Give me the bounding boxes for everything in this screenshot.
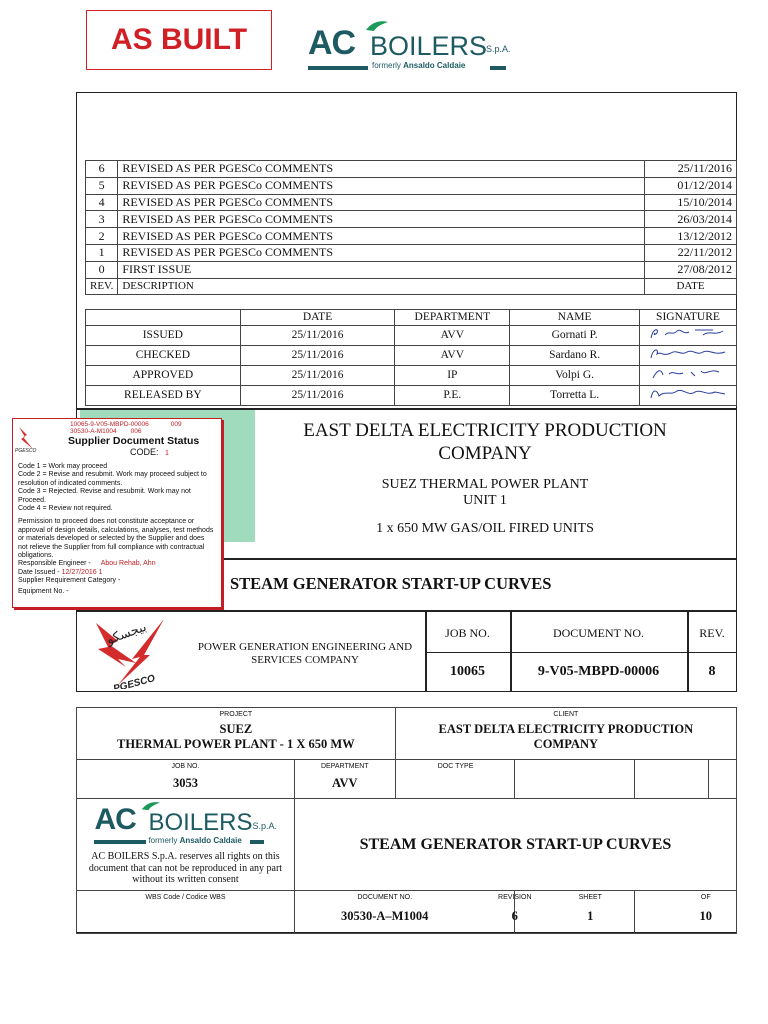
revision-row (86, 228, 737, 245)
signoff-department: IP (395, 366, 510, 386)
signoff-role: CHECKED (86, 346, 241, 366)
revision-header-rev: REV. (86, 278, 118, 295)
document-title: STEAM GENERATOR START-UP CURVES (230, 574, 552, 593)
signoff-department: AVV (395, 326, 510, 346)
revision-header-date: DATE (645, 278, 737, 295)
revision-date: 22/11/2012 (645, 244, 737, 261)
logo-bar-right (250, 840, 264, 844)
ac-boilers-logo (308, 22, 511, 72)
revision-label: REVISION (498, 894, 532, 901)
rev-value: 8 (708, 664, 716, 679)
signoff-row (86, 366, 737, 386)
revision-row (86, 161, 737, 178)
department-value: AVV (332, 776, 358, 790)
document-no-label: DOCUMENT NO. (552, 626, 645, 640)
supplier-ref1: 10065-9-V05-MBPD-00006 009 (70, 421, 182, 428)
signature-image (639, 326, 736, 346)
signoff-date: 25/11/2016 (240, 326, 395, 346)
revision-description: REVISED AS PER PGESCo COMMENTS (118, 228, 645, 245)
wbs-cell (77, 891, 295, 934)
revision-number: 3 (86, 211, 118, 228)
doctype-cell (395, 760, 515, 799)
signoff-department: P.E. (395, 386, 510, 406)
jobno-cell (77, 760, 295, 799)
logo-formerly: formerly Ansaldo Caldaie (372, 61, 466, 70)
client-company-line2: COMPANY (438, 443, 532, 464)
signoff-name: Torretta L. (510, 386, 640, 406)
docno-value: 30530-A–M1004 (340, 909, 429, 923)
plant-line2: UNIT 1 (463, 493, 507, 508)
plant-line1: SUEZ THERMAL POWER PLANT (381, 477, 589, 492)
supplier-code-2: Code 2 = Revise and resubmit. Work may proceed subject to resolution of indicated comments. (18, 471, 207, 487)
revision-number: 5 (86, 177, 118, 194)
pgesco-logo (82, 615, 178, 689)
revision-number: 1 (86, 244, 118, 261)
signoff-header-date: DATE (240, 310, 395, 326)
svg-text:ﺑﻴﺠﺴﻜﻮ: ﺑﻴﺠﺴﻜﻮ (104, 619, 149, 648)
logo-boilers: BOILERS (148, 809, 253, 837)
department-cell (294, 760, 395, 799)
wbs-label: WBS Code / Codice WBS (145, 894, 226, 901)
signature-image (639, 366, 736, 386)
revision-row (86, 194, 737, 211)
signature-image (639, 386, 736, 406)
supplier-equipment: Equipment No. - (18, 587, 69, 595)
doctype-cell-3 (635, 760, 737, 799)
of-cell (686, 891, 736, 924)
supplier-code-1: Code 1 = Work may proceed (18, 463, 108, 470)
signature-image (639, 346, 736, 366)
of-label: OF (700, 894, 711, 901)
as-built-stamp: AS BUILT (86, 10, 272, 70)
signoff-header-role (86, 310, 241, 326)
signoff-header-row (86, 310, 737, 326)
signoff-name: Volpi G. (510, 366, 640, 386)
logo-ac: AC (308, 24, 356, 62)
sheet-label: SHEET (578, 894, 602, 901)
revision-number: 4 (86, 194, 118, 211)
signoff-row (86, 346, 737, 366)
divider-pgesco (76, 610, 737, 612)
revision-date: 15/10/2014 (645, 194, 737, 211)
project-line1: SUEZ (219, 722, 253, 736)
pgesco-name (180, 641, 430, 667)
signoff-name: Sardano R. (510, 346, 640, 366)
job-no-value: 10065 (450, 664, 485, 679)
svg-text:PGESCO: PGESCO (15, 448, 37, 453)
rights-line2: document that can not be reproduced in any part (88, 862, 283, 874)
revision-number: 6 (86, 161, 118, 178)
revision-date: 01/12/2014 (645, 177, 737, 194)
doctype-label: DOC TYPE (437, 763, 474, 770)
revision-row (86, 244, 737, 261)
doctype-cell-2 (515, 760, 635, 799)
logo-spa: S.p.A. (486, 44, 511, 54)
signoff-department: AVV (395, 346, 510, 366)
supplier-category: Supplier Requirement Category - (18, 577, 121, 585)
client-line2: COMPANY (533, 737, 599, 751)
signoff-header-department: DEPARTMENT (395, 310, 510, 326)
revision-date: 26/03/2014 (645, 211, 737, 228)
rights-text (77, 851, 294, 886)
department-label: DEPARTMENT (321, 763, 369, 770)
signoff-row (86, 386, 737, 406)
logo-ac: AC (94, 803, 136, 837)
revision-header-description: DESCRIPTION (118, 278, 645, 295)
client-company-block (260, 420, 710, 537)
logo-bar-left (308, 66, 368, 70)
ac-boilers-logo-small (90, 803, 280, 849)
ac-boilers-rights-cell (77, 799, 295, 891)
revision-row (86, 177, 737, 194)
logo-spa: S.p.A. (252, 821, 277, 832)
supplier-ref2: 30530-A-M1004 006 (70, 428, 142, 435)
pgesco-header-line (425, 652, 737, 653)
revision-description: REVISED AS PER PGESCo COMMENTS (118, 161, 645, 178)
project-line2: THERMAL POWER PLANT - 1 X 650 MW (117, 737, 355, 751)
signoff-role: ISSUED (86, 326, 241, 346)
supplier-status-title: Supplier Document Status (68, 435, 200, 447)
job-no-label: JOB NO. (445, 626, 490, 640)
bottom-title-table (76, 707, 737, 934)
logo-boilers: BOILERS (370, 31, 488, 61)
jobno-label: JOB NO. (171, 763, 200, 770)
revision-row (86, 211, 737, 228)
signoff-table (85, 309, 737, 406)
logo-formerly: formerly Ansaldo Caldaie (148, 836, 242, 846)
revision-description: REVISED AS PER PGESCo COMMENTS (118, 211, 645, 228)
logo-bar-left (94, 840, 146, 844)
signoff-date: 25/11/2016 (240, 346, 395, 366)
of-value: 10 (699, 909, 713, 923)
supplier-disclaimer: Permission to proceed does not constitute acceptance or approval of design details, calculations, analyses, test methods or materials developed or selected by the Supplier and does not relieve the Supplier from full compliance with contractual obligations. (18, 518, 214, 560)
revision-cell (498, 891, 635, 934)
signoff-role: RELEASED BY (86, 386, 241, 406)
supplier-engineer: Responsible Engineer - Abou Rehab, Ahn (18, 560, 156, 568)
client-line1: EAST DELTA ELECTRICITY PRODUCTION (438, 722, 694, 736)
supplier-date-issued: Date Issued - 12/27/2016 1 (18, 568, 103, 576)
pgesco-logo-text: PGESCO (112, 673, 157, 689)
revision-number: 0 (86, 261, 118, 278)
pgesco-bolt-icon (82, 615, 178, 689)
supplier-code: CODE: 1 (130, 447, 169, 457)
supplier-code-4: Code 4 = Review not required. (18, 505, 113, 513)
document-no-value: 9-V05-MBPD-00006 (537, 664, 660, 679)
jobno-value: 3053 (172, 776, 198, 790)
revision-description: REVISED AS PER PGESCo COMMENTS (118, 177, 645, 194)
client-label: CLIENT (553, 711, 579, 718)
revision-date: 25/11/2016 (645, 161, 737, 178)
project-cell (77, 708, 396, 760)
pgesco-small-bolt-icon (15, 425, 37, 453)
rights-line1: AC BOILERS S.p.A. reserves all rights on this (91, 851, 280, 863)
sheet-of-cell (578, 891, 737, 934)
logo-bar-right (490, 66, 506, 70)
client-company-line1: EAST DELTA ELECTRICITY PRODUCTION (303, 420, 667, 441)
bottom-title-cell (294, 799, 736, 891)
revision-description: REVISED AS PER PGESCo COMMENTS (118, 244, 645, 261)
revision-header-row (86, 278, 737, 295)
rev-label: REV. (699, 626, 725, 640)
supplier-document-status-stamp (12, 418, 222, 608)
units-line: 1 x 650 MW GAS/OIL FIRED UNITS (376, 521, 594, 536)
revision-table (85, 160, 737, 295)
signoff-header-signature: SIGNATURE (639, 310, 736, 326)
signoff-date: 25/11/2016 (240, 366, 395, 386)
revision-description: FIRST ISSUE (118, 261, 645, 278)
signoff-header-name: NAME (510, 310, 640, 326)
signoff-row (86, 326, 737, 346)
sheet-value: 1 (587, 909, 594, 923)
signoff-role: APPROVED (86, 366, 241, 386)
supplier-code-3: Code 3 = Rejected. Revise and resubmit. Work may not Proceed. (18, 488, 191, 504)
pgesco-name-line1: POWER GENERATION ENGINEERING AND (197, 641, 413, 653)
pgesco-name-line2: SERVICES COMPANY (251, 654, 359, 666)
revision-date: 13/12/2012 (645, 228, 737, 245)
revision-date: 27/08/2012 (645, 261, 737, 278)
bottom-title: STEAM GENERATOR START-UP CURVES (359, 835, 672, 853)
revision-description: REVISED AS PER PGESCo COMMENTS (118, 194, 645, 211)
client-cell (395, 708, 736, 760)
revision-value: 6 (511, 909, 518, 923)
revision-row (86, 261, 737, 278)
project-label: PROJECT (219, 711, 253, 718)
rights-line3: without its written consent (132, 874, 239, 886)
signoff-date: 25/11/2016 (240, 386, 395, 406)
revision-number: 2 (86, 228, 118, 245)
docno-label: DOCUMENT NO. (357, 894, 413, 901)
signoff-name: Gornati P. (510, 326, 640, 346)
